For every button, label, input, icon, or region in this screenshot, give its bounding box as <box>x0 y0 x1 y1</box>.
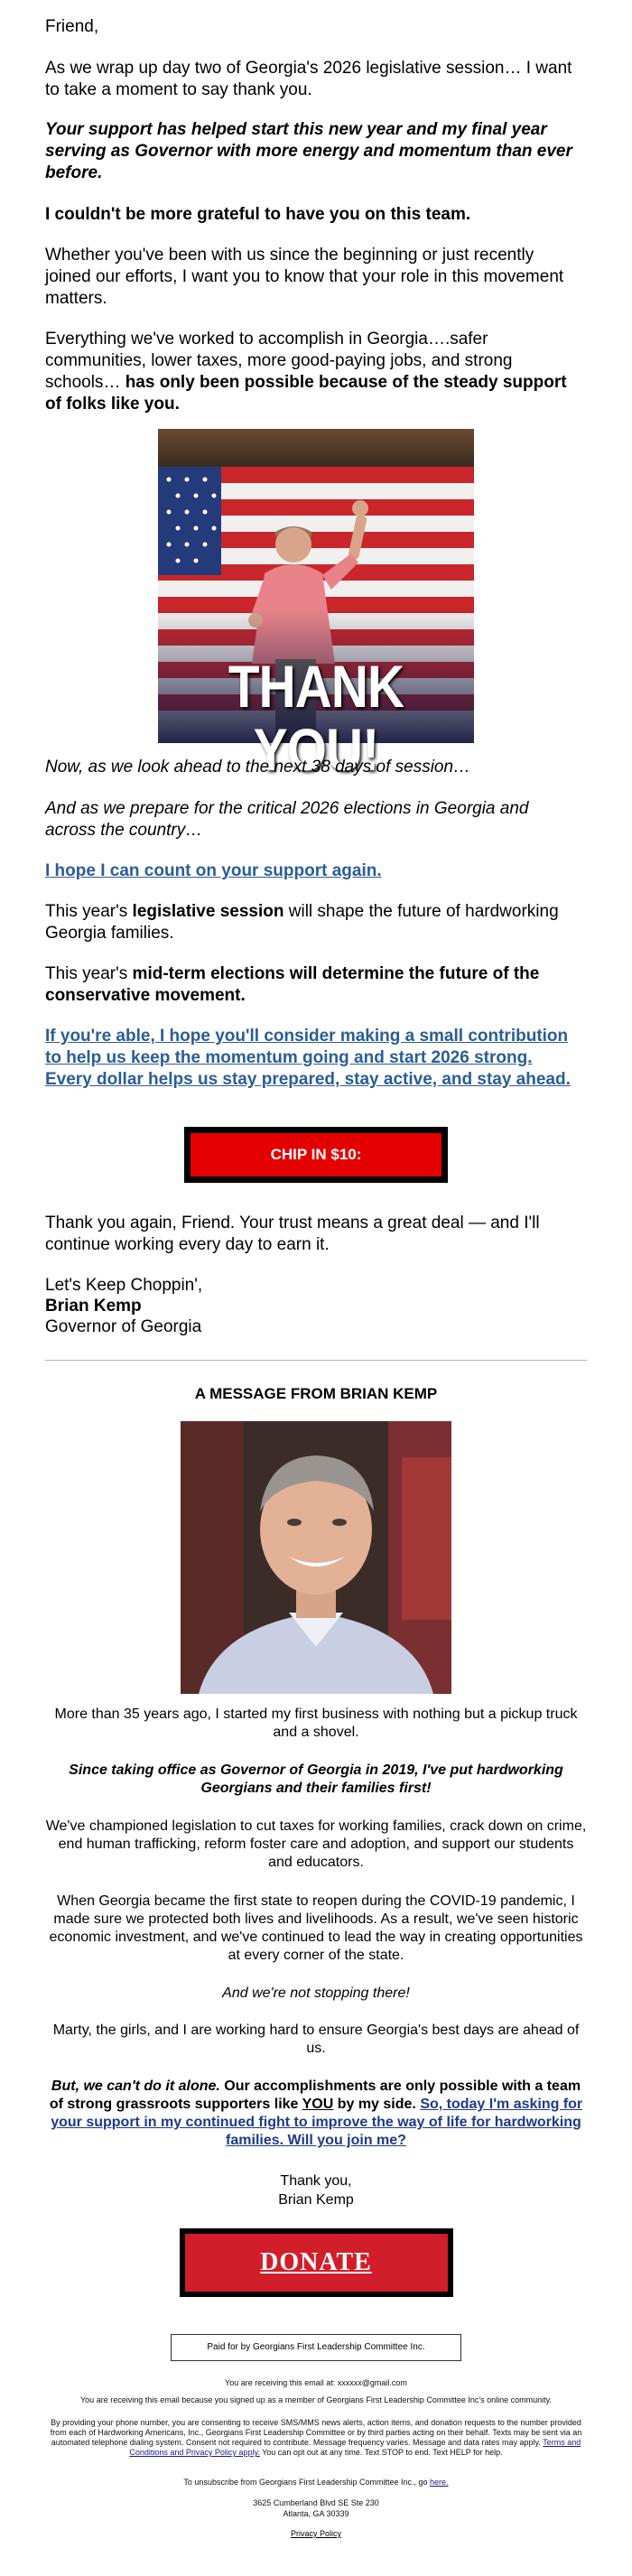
unsubscribe-link[interactable]: here. <box>430 2478 449 2487</box>
privacy-policy-link[interactable]: Privacy Policy <box>290 2529 341 2538</box>
chip-in-wrap <box>181 1127 451 1183</box>
signoff: Let's Keep Choppin', <box>45 1276 203 1295</box>
donate-wrap <box>45 2228 587 2297</box>
section-divider <box>45 1360 587 1361</box>
role-paragraph: Whether you've been with us since the beginning or just recently joined our efforts, I want you to know that your role in this movement matters. <box>45 246 564 308</box>
greeting: Friend, <box>45 17 99 36</box>
message-p7: But, we can't do it alone. Our accomplishments are only possible with a team of strong grassroots supporters like YOU by my side. So, today I'm asking for your support in my continued fight to improve the way of life for hardworking families. Will you join me? <box>49 2078 583 2148</box>
contribution-link[interactable]: If you're able, I hope you'll consider making a small contribution to help us keep the momentum going and start 2026 strong. Every dollar helps us stay prepared, stay active, and stay ahead. <box>45 1027 571 1089</box>
chip-in-button[interactable]: CHIP IN $10: <box>184 1127 448 1183</box>
accomplish-paragraph: Everything we've worked to accomplish in Georgia….safer communities, lower taxes, more good-paying jobs, and strong schools… has only been possible because of the steady support of folks like you. <box>45 330 567 414</box>
contribution-link-paragraph <box>45 1026 578 1091</box>
elections-paragraph: And as we prepare for the critical 2026 elections in Georgia and across the country… <box>45 799 529 840</box>
legislative-paragraph: This year's legislative session will shape the future of hardworking Georgia families. <box>45 902 559 943</box>
signature-title: Governor of Georgia <box>45 1317 202 1336</box>
address-line-1: 3625 Cumberland Blvd SE Ste 230 <box>253 2498 379 2507</box>
paid-for-wrap <box>45 2334 587 2361</box>
message-thanks: Thank you, <box>280 2173 352 2189</box>
privacy-line <box>45 2529 587 2539</box>
message-p4: When Georgia became the first state to reopen during the COVID-19 pandemic, I made sure we protected both lives and livelihoods. As a result, we've seen historic economic investment, and we've continued to lead the way in creating opportunities at every corner of the state. <box>49 1893 583 1963</box>
signature-name: Brian Kemp <box>45 1297 142 1316</box>
thank-you-banner: THANK YOU! <box>228 653 404 783</box>
support-link-paragraph <box>45 860 578 882</box>
receiving-address: You are receiving this email at: xxxxxx@gmail.com <box>225 2378 407 2387</box>
paid-for-box: Paid for by Georgians First Leadership Committee Inc. <box>171 2334 461 2361</box>
kemp-portrait <box>181 1421 451 1694</box>
session-paragraph: Now, as we look ahead to the next 38 days of session… <box>45 758 471 777</box>
sms-consent: By providing your phone number, you are consenting to receive SMS/MMS news alerts, action items, and donation requests to the number provided from each of Hardworking Americans, Inc., Georgians First Leadership Committee or by third parties acting on their behalf. Texts may be sent via an automated telephone dialing system. Consent not required to contribute. Message frequency varies. Message and data rates may apply. Terms and Conditions and Privacy Policy apply. You can opt out at any time. Text STOP to end. Text HELP for help. <box>50 2418 582 2457</box>
unsubscribe-line: To unsubscribe from Georgians First Leadership Committee Inc., go here. <box>183 2478 449 2487</box>
donate-button[interactable]: DONATE <box>180 2228 453 2297</box>
message-heading: A MESSAGE FROM BRIAN KEMP <box>194 1385 438 1402</box>
message-p5: And we're not stopping there! <box>222 1985 410 2001</box>
signup-notice: You are receiving this email because you signed up as a member of Georgians First Leadership Committee Inc's online community. <box>80 2395 552 2404</box>
message-p6: Marty, the girls, and I are working hard to ensure Georgia's best days are ahead of us. <box>52 2023 580 2056</box>
support-paragraph: Your support has helped start this new year and my final year serving as Governor with more energy and momentum than ever before. <box>45 120 572 182</box>
midterm-paragraph: This year's mid-term elections will determine the future of the conservative movement. <box>45 964 540 1005</box>
kemp-portrait-image <box>181 1421 451 1694</box>
grateful-paragraph: I couldn't be more grateful to have you on this team. <box>45 205 471 224</box>
terms-privacy-link[interactable]: Terms and Conditions and Privacy Policy apply. <box>129 2438 581 2457</box>
message-name: Brian Kemp <box>278 2192 354 2208</box>
message-p3: We've championed legislation to cut taxes for working families, crack down on crime, end human trafficking, reform foster care and adoption, and support our students and educators. <box>45 1818 587 1870</box>
message-p1: More than 35 years ago, I started my first business with nothing but a pickup truck and a shovel. <box>54 1706 578 1740</box>
thanks-paragraph: Thank you again, Friend. Your trust means a great deal — and I'll continue working every day to earn it. <box>45 1214 540 1254</box>
message-p2: Since taking office as Governor of Georgia in 2019, I've put hardworking Georgians and their families first! <box>69 1762 563 1796</box>
support-again-link[interactable]: I hope I can count on your support again. <box>45 861 382 880</box>
address-line-2: Atlanta, GA 30339 <box>283 2509 349 2518</box>
intro-paragraph: As we wrap up day two of Georgia's 2026 legislative session… I want to take a moment to say thank you. <box>45 59 572 99</box>
join-me-link[interactable]: So, today I'm asking for your support in my continued fight to improve the way of life for hardworking families. Will you join me? <box>51 2097 583 2148</box>
